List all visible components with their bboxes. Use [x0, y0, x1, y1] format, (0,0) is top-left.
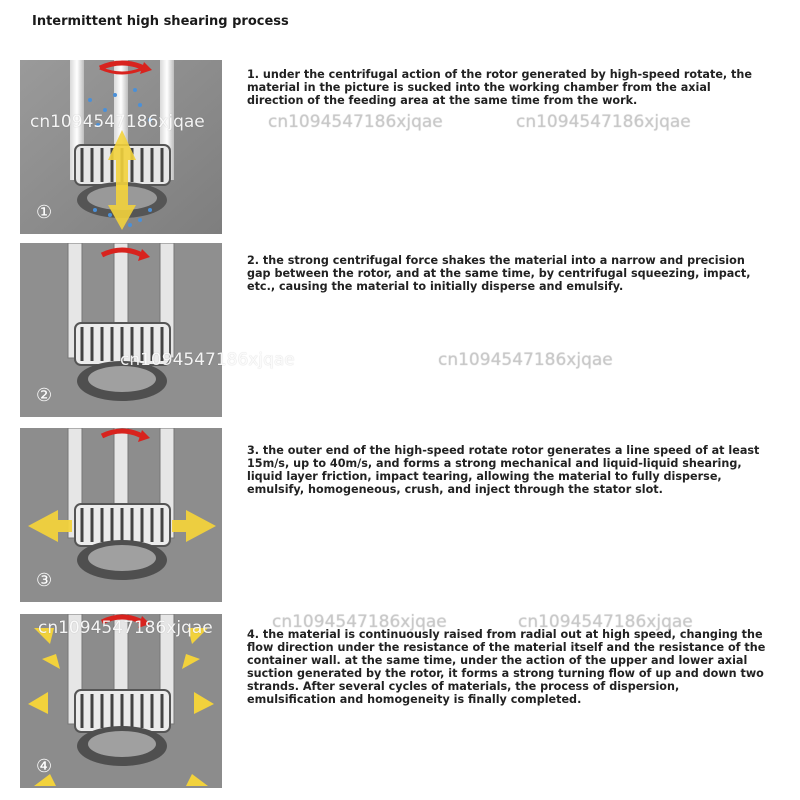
- step-4-description: 4. the material is continuously raised from radial out at high speed, changing the flow direction under the resistance of the material itself and the resistance of the container wall. at the same time, under the action of the upper and lower axial suction generated by the rotor, it forms a strong turning flow of up and down two strands. After several cycles of materials, the process of dispersion, emulsification and homogeneity is finally completed.: [247, 628, 766, 706]
- watermark: cn1094547186xjqae: [38, 618, 213, 638]
- watermark: cn1094547186xjqae: [518, 612, 693, 632]
- watermark: cn1094547186xjqae: [30, 112, 205, 132]
- watermark: cn1094547186xjqae: [268, 112, 443, 132]
- step-1-description: 1. under the centrifugal action of the rotor generated by high-speed rotate, the material in the picture is sucked into the working chamber from the axial direction of the feeding area at the same time from the work.: [247, 68, 752, 107]
- step-3-description: 3. the outer end of the high-speed rotate rotor generates a line speed of at least 15m/s, up to 40m/s, and forms a strong mechanical and liquid-liquid shearing, liquid layer friction, impact tearing, allowing the material to fully disperse, emulsify, homogeneous, crush, and inject through the stator slot.: [247, 444, 760, 496]
- step-3-image: [20, 428, 222, 602]
- step-2-image: [20, 243, 222, 417]
- step-number-badge: ①: [36, 202, 53, 223]
- step-2-description: 2. the strong centrifugal force shakes the material into a narrow and precision gap between the rotor, and at the same time, by centrifugal squeezing, impact, etc., causing the material to initially disperse and emulsify.: [247, 254, 751, 293]
- step-4-image: [20, 614, 222, 788]
- watermark: cn1094547186xjqae: [272, 612, 447, 632]
- watermark: cn1094547186xjqae: [516, 112, 691, 132]
- step-number-badge: ②: [36, 385, 53, 406]
- step-number-badge: ④: [36, 756, 53, 777]
- step-number-badge: ③: [36, 570, 53, 591]
- step-1-image: [20, 60, 222, 234]
- watermark: cn1094547186xjqae: [438, 350, 613, 370]
- page-title: Intermittent high shearing process: [32, 14, 289, 29]
- watermark: cn1094547186xjqae: [120, 350, 295, 370]
